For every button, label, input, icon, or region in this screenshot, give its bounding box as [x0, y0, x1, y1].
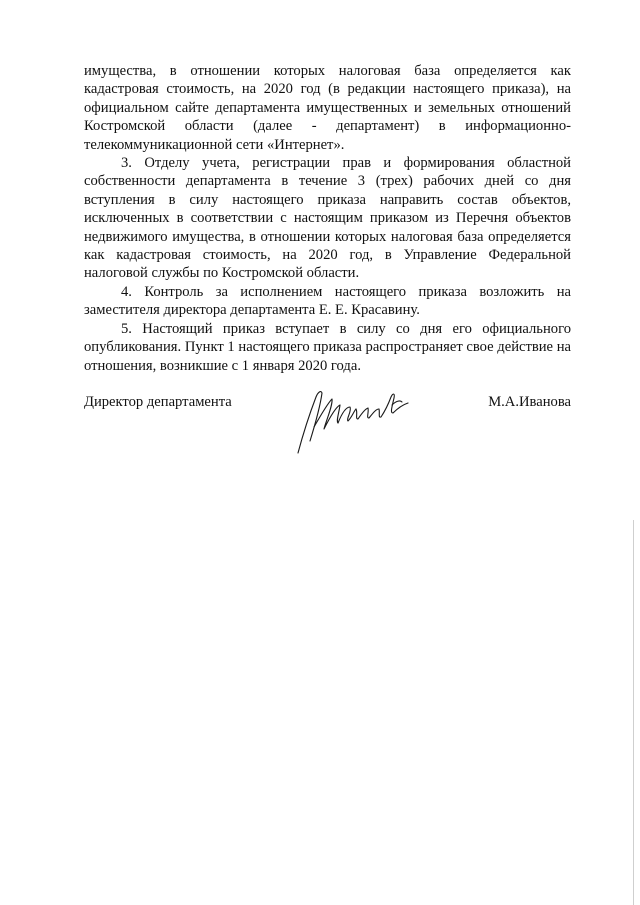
signatory-name: М.А.Иванова: [488, 394, 571, 410]
document-body: [84, 62, 571, 375]
scan-edge-line: [633, 520, 634, 905]
handwritten-signature: [292, 383, 422, 458]
paragraph-item-4: 4. Контроль за исполнением настоящего приказа возложить на заместителя директора департамента Е. Е. Красавину.: [84, 283, 571, 319]
paragraph-continuation: имущества, в отношении которых налоговая база определяется как кадастровая стоимость, на 2020 год (в редакции настоящего приказа), на официальном сайте департамента имущественных и земельных отношений Костромской области (далее - департамент) в информационно-телекоммуникационной сети «Интернет».: [84, 63, 571, 153]
signatory-title: Директор департамента: [84, 394, 232, 410]
paragraph-item-5: 5. Настоящий приказ вступает в силу со дня его официального опубликования. Пункт 1 настоящего приказа распространяет свое действие на отношения, возникшие с 1 января 2020 года.: [84, 320, 571, 374]
paragraph-item-3: 3. Отделу учета, регистрации прав и формирования областной собственности департамента в течение 3 (трех) рабочих дней со дня вступления в силу настоящего приказа направить состав объектов, исключенных в соответствии с настоящим приказом из Перечня объектов недвижимого имущества, в отношении которых налоговая база определяется как кадастровая стоимость, на 2020 год, в Управление Федеральной налоговой службы по Костромской области.: [84, 155, 571, 282]
